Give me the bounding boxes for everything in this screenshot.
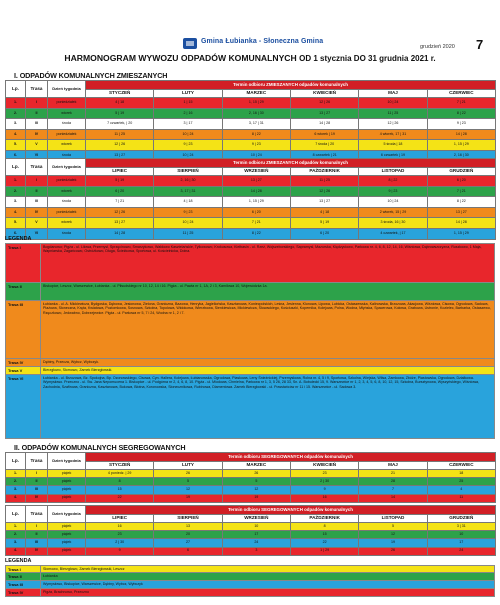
date-cell: 3 | 31 [427, 523, 495, 531]
date-cell: 20 [154, 531, 222, 539]
table-row [6, 547, 496, 555]
route-number: VI [26, 150, 48, 161]
row-number: 2. [6, 186, 26, 197]
date-cell: 1, 15 | 29 [222, 98, 290, 109]
route-places: Dębiny, Przecza, Wybcz, Wybczyk. [41, 359, 494, 366]
weekday: piątek [48, 494, 86, 502]
date-cell: 25 [427, 478, 495, 486]
route-number: III [26, 197, 48, 208]
route-label: Trasa I [6, 566, 41, 572]
month-header: SIERPIEŃ [154, 168, 222, 176]
date-cell: 27 [154, 539, 222, 547]
row-number: 2. [6, 108, 26, 119]
month-header: LIPIEC [86, 168, 154, 176]
date-cell: 13 [154, 523, 222, 531]
date-cell: 12 [359, 531, 427, 539]
page-title [0, 53, 500, 63]
col-header-lp: Lp. [6, 506, 26, 523]
route-number: III [26, 486, 48, 494]
route-number: IV [26, 129, 48, 140]
schedule-table-mixed-h1 [5, 80, 496, 162]
date-cell: 8 [290, 523, 358, 531]
date-cell: 5 | 19 [86, 176, 154, 187]
table-row [6, 486, 496, 494]
date-cell: 9 | 23 [427, 119, 495, 130]
route-number: II [26, 108, 48, 119]
title-main: HARMONOGRAM WYWOZU ODPADÓW KOMUNALNYCH [64, 53, 297, 63]
date-cell: 4 | 18 [154, 197, 222, 208]
route-label: Trasa II [6, 283, 41, 300]
date-cell: 8 | 22 [222, 129, 290, 140]
weekday: poniedziałek [48, 207, 86, 218]
date-cell: 6 czwartek | 19 [359, 150, 427, 161]
table-row [6, 539, 496, 547]
date-cell: 8 | 22 [222, 228, 290, 239]
route-label: Trasa III [6, 581, 41, 588]
date-cell: 6 [154, 547, 222, 555]
date-cell: 9 [86, 547, 154, 555]
date-cell: 7 | 21 [86, 197, 154, 208]
route-places: Wymysłowo, Biskupice, Warszewice, Dębiny, Wybcz, Wybczyk [41, 581, 494, 588]
date-cell: 28 [359, 478, 427, 486]
weekday: wtorek [48, 140, 86, 151]
date-cell: 4 | 18 [290, 207, 358, 218]
date-cell: 11 | 25 [154, 228, 222, 239]
date-cell: 14 | 28 [427, 218, 495, 229]
date-cell: 10 | 24 [359, 98, 427, 109]
date-cell: 8 czwartek | 21 [290, 150, 358, 161]
date-cell: 7 [359, 486, 427, 494]
weekday: poniedziałek [48, 129, 86, 140]
date-cell: 22 [86, 494, 154, 502]
date-cell: 10 | 24 [222, 150, 290, 161]
date-cell: 10 | 24 [359, 197, 427, 208]
route-number: V [26, 140, 48, 151]
weekday: wtorek [48, 218, 86, 229]
month-header: LIPIEC [86, 515, 154, 523]
date-cell: 3 | 17 [154, 119, 222, 130]
collection-banner: Termin odbioru SEGREGOWANYCH odpadów komunalnych [86, 506, 496, 515]
month-header: WRZESIEŃ [222, 515, 290, 523]
col-header-trasa: Trasa [26, 159, 48, 176]
date-cell: 5 | 19 [290, 218, 358, 229]
title-range: OD 1 stycznia DO 31 grudnia 2021 r. [299, 54, 436, 63]
route-number: I [26, 176, 48, 187]
table-row [6, 119, 496, 130]
date-cell: 26 [359, 547, 427, 555]
row-number: 2. [6, 531, 26, 539]
date-cell: 4 czwartek, | 17 [359, 228, 427, 239]
section-1-title: I. ODPADÓW KOMUNALNYCH ZMIESZANYCH [14, 71, 168, 80]
weekday: piątek [48, 470, 86, 478]
table-row [6, 523, 496, 531]
date-cell: 9 [290, 486, 358, 494]
row-number: 1. [6, 523, 26, 531]
date-cell: 13 | 27 [222, 176, 290, 187]
date-cell: 13 | 27 [86, 218, 154, 229]
date-cell: 3, 17 | 31 [222, 119, 290, 130]
date-cell: 1, 15 | 29 [222, 197, 290, 208]
route-label: Trasa IV [6, 589, 41, 596]
date-cell: 4 wtorek, 17 | 31 [359, 129, 427, 140]
date-cell: 7 | 21 [222, 218, 290, 229]
date-cell: 6 | 20 [290, 228, 358, 239]
date-cell: 14 | 28 [427, 129, 495, 140]
weekday: piątek [48, 486, 86, 494]
date-cell: 7 | 21 [427, 186, 495, 197]
date-cell: 7 środa | 20 [290, 140, 358, 151]
route-number: IV [26, 494, 48, 502]
row-number: 3. [6, 119, 26, 130]
date-cell: 3 środa, 16 | 30 [359, 218, 427, 229]
date-cell: 9 | 23 [359, 186, 427, 197]
route-number: I [26, 523, 48, 531]
route-number: II [26, 186, 48, 197]
date-cell: 6 wtorek | 19 [290, 129, 358, 140]
route-number: II [26, 478, 48, 486]
table-row [6, 494, 496, 502]
date-cell: 2, 16 | 30 [154, 176, 222, 187]
date-cell: 7 czwartek, | 20 [86, 119, 154, 130]
route-number: II [26, 531, 48, 539]
month-header: LUTY [154, 90, 222, 98]
issue-date: grudzień 2020 [420, 44, 455, 50]
page-number: 7 [476, 37, 484, 52]
col-header-trasa: Trasa [26, 506, 48, 523]
date-cell: 16 [290, 494, 358, 502]
row-number: 4. [6, 207, 26, 218]
date-cell: 10 [427, 531, 495, 539]
gazette-logo-icon [183, 38, 197, 49]
date-cell: 14 [359, 494, 427, 502]
date-cell: 5 [154, 478, 222, 486]
date-cell: 12 | 26 [290, 186, 358, 197]
row-number: 3. [6, 197, 26, 208]
month-header: MAJ [359, 90, 427, 98]
date-cell: 26 [222, 470, 290, 478]
legend-row [5, 243, 495, 283]
route-places: Łubianka - ul. A. Mickiewicza, Bydgoska, Dębowa, Jesionowa, Zielona, Graniczna, Bazowa, Henryka, Jagiellońska, Kasztanowa, Koniecpolskich, Leśna, Jesienna, Klonowa, Lipowa, Lubicka, Ostaszewska, Kalinowska, Brzozowa, Akacjowa, Wiśniowa, Cisowa, Ogrodowa, Sadowa, Plażowa, Słoneczna, Kręta, Kwiatowa, Poziomkowa, Sosnowa, Szkolna, Topolowa, Widokowa, Wierzbowa, Sienkiewicza, Mickiewicza, Słowackiego, Kościuszki, Kopernika, Kolejowa, Polna, Wodna, Młyńska, Spacerowa, Kołowa, Grabowa, Ustronie, Kozielec, Barbarka, Ostaszewo, Rzęczkowo, Jedwabno, Dobrzejewice. Pigża - ul. Parkowa nr 5, 7 i 24, Wodna nr 1, 2 i 7. [41, 301, 494, 358]
collection-banner: Termin odbioru SEGREGOWANYCH odpadów komunalnych [86, 453, 496, 462]
date-cell: 4 [427, 486, 495, 494]
weekday: piątek [48, 523, 86, 531]
weekday: piątek [48, 478, 86, 486]
row-number: 6. [6, 150, 26, 161]
route-places: Bogdanowo; Pigża - ul. Lilowa, Przemysł, Sprzęcinowo, Smarzykowo, Wałdowo Kasztelańskie, Tylkowowo, Krokusowa, Kiełbasin - ul. Rzeź, Wojszeborskiego, Sapramysł, Mazurska, Kiędzyciowo, Parkowa nr. 4, 6, 8, 12, 14, 16, Wiśniowa, Dąbrowszczyzna, Ruszkowo, 1 Maja, Wapniarska, Zagańcowo, Ostróżkowo, Długa, Ścieżkowa, Sportowa, ul. Kościelnicka, Dolna. [41, 244, 494, 282]
date-cell: 6 | 20 [222, 207, 290, 218]
weekday: środa [48, 150, 86, 161]
collection-banner: Termin odbioru ZMIESZANYCH odpadów komunalnych [86, 81, 496, 90]
route-number: I [26, 98, 48, 109]
date-cell: 5 [222, 478, 290, 486]
row-number: 4. [6, 129, 26, 140]
legend-2-title: LEGENDA [5, 558, 32, 564]
route-number: III [26, 539, 48, 547]
table-row [6, 470, 496, 478]
date-cell: 5 | 19 [86, 108, 154, 119]
weekday: wtorek [48, 108, 86, 119]
month-header: LISTOPAD [359, 515, 427, 523]
date-cell: 4 | 18 [86, 98, 154, 109]
route-label: Trasa VI [6, 375, 41, 438]
table-row [6, 129, 496, 140]
date-cell: 10 | 24 [154, 150, 222, 161]
month-header: GRUDZIEŃ [427, 515, 495, 523]
date-cell: 2 | 30 [290, 478, 358, 486]
weekday: piątek [48, 547, 86, 555]
col-header-day: Dzień tygodnia [48, 159, 86, 176]
weekday: środa [48, 228, 86, 239]
col-header-day: Dzień tygodnia [48, 453, 86, 470]
date-cell: 10 | 24 [154, 129, 222, 140]
date-cell: 12 | 26 [86, 140, 154, 151]
date-cell: 23 [290, 470, 358, 478]
date-cell: 15 [86, 486, 154, 494]
date-cell: 6 | 20 [86, 186, 154, 197]
col-header-day: Dzień tygodnia [48, 81, 86, 98]
date-cell: 21 [359, 470, 427, 478]
date-cell: 13 | 27 [86, 150, 154, 161]
legend-row [5, 283, 495, 301]
row-number: 4. [6, 547, 26, 555]
legend-row [5, 581, 495, 589]
date-cell: 1 | 29 [290, 547, 358, 555]
date-cell: 11 | 25 [290, 176, 358, 187]
date-cell: 9 | 23 [222, 140, 290, 151]
date-cell: 11 [427, 494, 495, 502]
date-cell: 12 | 26 [359, 119, 427, 130]
route-label: Trasa IV [6, 359, 41, 366]
date-cell: 17 [427, 539, 495, 547]
month-header: STYCZEŃ [86, 462, 154, 470]
row-number: 1. [6, 176, 26, 187]
month-header: MARZEC [222, 462, 290, 470]
schedule-table-segregated-h1 [5, 452, 496, 503]
date-cell: 11 | 25 [359, 108, 427, 119]
col-header-trasa: Trasa [26, 453, 48, 470]
route-label: Trasa I [6, 244, 41, 282]
col-header-trasa: Trasa [26, 81, 48, 98]
date-cell: 12 [154, 486, 222, 494]
date-cell: 17 [222, 531, 290, 539]
date-cell: 22 [290, 539, 358, 547]
date-cell: 3 [222, 547, 290, 555]
date-cell: 9 | 23 [154, 140, 222, 151]
month-header: CZERWIEC [427, 90, 495, 98]
table-row [6, 207, 496, 218]
table-row [6, 98, 496, 109]
table-row [6, 228, 496, 239]
row-number: 5. [6, 140, 26, 151]
route-number: IV [26, 207, 48, 218]
month-header: WRZESIEŃ [222, 168, 290, 176]
date-cell: 8 | 22 [427, 197, 495, 208]
weekday: piątek [48, 531, 86, 539]
row-number: 1. [6, 98, 26, 109]
date-cell: 23 [86, 531, 154, 539]
route-number: VI [26, 228, 48, 239]
row-number: 1. [6, 470, 26, 478]
col-header-lp: Lp. [6, 81, 26, 98]
date-cell: 9 | 23 [154, 207, 222, 218]
date-cell: 1, 15 | 29 [427, 228, 495, 239]
date-cell: 3, 17 | 31 [154, 186, 222, 197]
date-cell: 1, 15 | 29 [427, 140, 495, 151]
legend-row [5, 573, 495, 581]
month-header: GRUDZIEŃ [427, 168, 495, 176]
date-cell: 13 | 27 [290, 108, 358, 119]
legend-row [5, 589, 495, 597]
weekday: środa [48, 197, 86, 208]
date-cell: 1 | 15 [154, 98, 222, 109]
month-header: SIERPIEŃ [154, 515, 222, 523]
schedule-table-segregated-h2 [5, 505, 496, 556]
date-cell: 12 [222, 486, 290, 494]
month-header: LISTOPAD [359, 168, 427, 176]
date-cell: 19 [222, 494, 290, 502]
month-header: LUTY [154, 462, 222, 470]
date-cell: 2 | 30 [86, 539, 154, 547]
date-cell: 14 | 28 [86, 228, 154, 239]
date-cell: 15 [290, 531, 358, 539]
route-label: Trasa III [6, 301, 41, 358]
date-cell: 19 [154, 494, 222, 502]
row-number: 5. [6, 218, 26, 229]
legend-2 [5, 565, 495, 597]
row-number: 6. [6, 228, 26, 239]
weekday: środa [48, 119, 86, 130]
legend-row [5, 301, 495, 359]
schedule-table-mixed-h2 [5, 158, 496, 240]
date-cell: 5 środa | 18 [359, 140, 427, 151]
row-number: 3. [6, 486, 26, 494]
date-cell: 26 [154, 470, 222, 478]
row-number: 3. [6, 539, 26, 547]
weekday: piątek [48, 539, 86, 547]
legend-1-title: LEGENDA [5, 236, 32, 242]
col-header-lp: Lp. [6, 453, 26, 470]
route-places: Łubianka [41, 573, 494, 580]
route-places: Biskupice, Leszcz, Warszewice, Łubianka - ul. Piłsudskiego nr 10, 12, 14 i 16. Pigża - ul. Pawia nr 1, 1A, 2 i 3, Kamilowa 10, Wojewódzka 1a. [41, 283, 494, 300]
table-row [6, 108, 496, 119]
weekday: poniedziałek [48, 176, 86, 187]
month-header: STYCZEŃ [86, 90, 154, 98]
legend-1 [5, 243, 495, 439]
table-row [6, 140, 496, 151]
month-header: KWIECIEŃ [290, 462, 358, 470]
date-cell: 18 [427, 470, 495, 478]
route-places: Pigża, Brachnowo, Przeczno [41, 589, 494, 596]
table-row [6, 478, 496, 486]
route-number: I [26, 470, 48, 478]
date-cell: 13 | 27 [427, 207, 495, 218]
route-places: Łubianka - ul. Brzozowa, Bz. Spokojna, Bp. Ozonowskiego, Cisowa, Cyn. Hallera, Kolejowa, Łubianowska, Ogrodowa, Piaskowa, Leny Śnieżnickiej, Przemysłowa, Rolna nr. 4, 5 i 9, Sportowa, Szkolna, Wiejska, Wilsa, Zamkowa, Zbóże, Piastowska, Ogrodowa, Działkowa. Wymysłowo. Przeczno - ul. Sw. Jana Nepomucena 1. Biskupice - ul. Podgórna nr 2, 4, 6, 8, 10. Pigża - ul. Miodowa, Chmielna, Parkowa nr 1, 3, 5 26, 28 33, Sn. A. Bobulecki 15, 9. Warszewice nr 1, 2, 3, 4, 5, 6, 8, 10, 12, 15, Szkolna, Bursztynowa, Wyszyńskiego, Wiśniowa, Zachodnia, Szafirowa, Graniczna, Kasztanowa, Bukowa, Błotna, Koronowska, Słonecznikowa, Rubinowa, Diamentowa. Zamek Bierzgłowski - ul. Powstańców nr 11 i 15. Warszewice - ul. Sadowa 3. [41, 375, 494, 438]
date-cell: 14 | 28 [290, 119, 358, 130]
date-cell: 19 [359, 539, 427, 547]
date-cell: 13 | 27 [290, 197, 358, 208]
route-number: III [26, 119, 48, 130]
date-cell: 8 [86, 478, 154, 486]
date-cell: 4 poniedz. | 29 [86, 470, 154, 478]
collection-banner: Termin odbioru ZMIESZANYCH odpadów komunalnych [86, 159, 496, 168]
weekday: poniedziałek [48, 98, 86, 109]
date-cell: 2 wtorek, 15 | 29 [359, 207, 427, 218]
date-cell: 6 | 20 [427, 176, 495, 187]
date-cell: 16 [86, 523, 154, 531]
date-cell: 24 [222, 539, 290, 547]
date-cell: 8 | 22 [359, 176, 427, 187]
legend-row [5, 367, 495, 375]
gazette-name: Gmina Łubianka - Słoneczna Gmina [201, 38, 324, 45]
month-header: PAŹDZIERNIK [290, 515, 358, 523]
date-cell: 8 | 22 [427, 108, 495, 119]
table-row [6, 531, 496, 539]
route-number: V [26, 218, 48, 229]
section-2-title: II. ODPADÓW KOMUNALNYCH SEGREGOWANYCH [14, 443, 186, 452]
month-header: MARZEC [222, 90, 290, 98]
route-places: Słomowo, Bierzgłowo, Zamek Bierzgłowski, Leszcz [41, 566, 494, 572]
table-row [6, 197, 496, 208]
date-cell: 2, 16 | 30 [427, 150, 495, 161]
route-label: Trasa V [6, 367, 41, 374]
month-header: MAJ [359, 462, 427, 470]
date-cell: 10 [222, 523, 290, 531]
row-number: 4. [6, 494, 26, 502]
month-header: CZERWIEC [427, 462, 495, 470]
date-cell: 12 | 26 [86, 207, 154, 218]
col-header-day: Dzień tygodnia [48, 506, 86, 523]
weekday: wtorek [48, 186, 86, 197]
legend-row [5, 565, 495, 573]
legend-row [5, 359, 495, 367]
route-label: Trasa II [6, 573, 41, 580]
date-cell: 14 | 28 [222, 186, 290, 197]
date-cell: 2 | 16 [154, 108, 222, 119]
date-cell: 12 | 26 [290, 98, 358, 109]
table-row [6, 218, 496, 229]
date-cell: 11 | 25 [86, 129, 154, 140]
route-number: IV [26, 547, 48, 555]
col-header-lp: Lp. [6, 159, 26, 176]
table-row [6, 176, 496, 187]
route-places: Bierzgłowo, Słomowo, Zamek Bierzgłowski. [41, 367, 494, 374]
table-row [6, 186, 496, 197]
date-cell: 10 | 24 [154, 218, 222, 229]
date-cell: 5 [359, 523, 427, 531]
date-cell: 24 [427, 547, 495, 555]
month-header: PAŹDZIERNIK [290, 168, 358, 176]
date-cell: 7 | 21 [427, 98, 495, 109]
date-cell: 2, 16 | 30 [222, 108, 290, 119]
month-header: KWIECIEŃ [290, 90, 358, 98]
row-number: 2. [6, 478, 26, 486]
legend-row [5, 375, 495, 439]
